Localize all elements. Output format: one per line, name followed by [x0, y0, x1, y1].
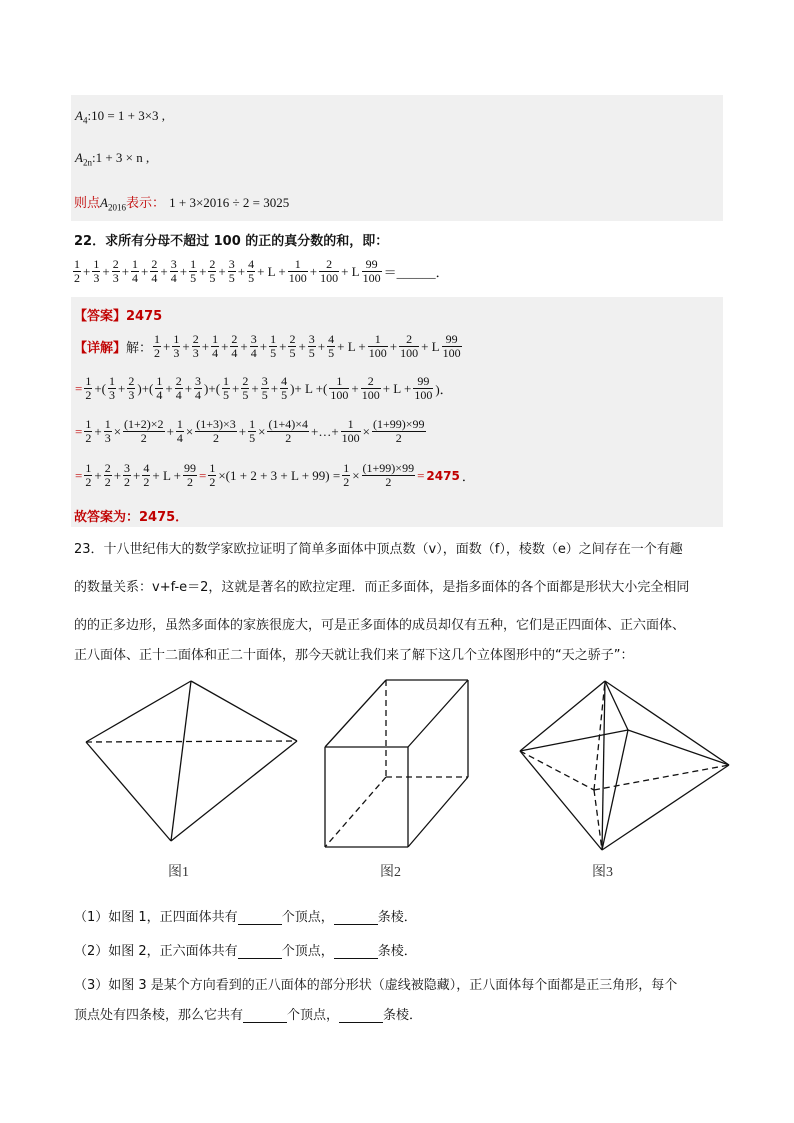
q22-detail-row3: = $\frac{1}{2}$ + $\frac{1}{3}$ × $\frac{(1+2)\times 2}{2}$ + $\frac{1}{4}$ × $\frac{(1+3)\times 3}{2}$ + $\frac{1}{5}$ × $\frac{(1+4)\times 4}{2}$ +…+ $\frac{1}{100}$ × $\frac{(1+99)\times 99}{2}$	[75, 417, 425, 445]
q22-detail-row2: = $\frac{1}{2}$ +( $\frac{1}{3}$ + $\frac{2}{3}$ )+( $\frac{1}{4}$ + $\frac{2}{4}$ + $\frac{3}{4}$ )+( $\frac{1}{5}$ + $\frac{2}{5}$ + $\frac{3}{5}$ + $\frac{4}{5}$ )+ L +( $\frac{1}{100}$ + $\frac{2}{100}$ + L + $\frac{99}{100}$ )．	[75, 374, 453, 402]
answer-blank[interactable]	[238, 912, 282, 925]
q22-detail-row4: = $\frac{1}{2}$ + $\frac{2}{2}$ + $\frac{3}{2}$ + $\frac{4}{2}$ + L + $\frac{99}{2}$ = $\frac{1}{2}$ ×(1 + 2 + 3 + L + 99) = $\frac{1}{2}$ × $\frac{(1+99)\times 99}{2}$ = 2475 ．	[75, 461, 475, 489]
q23-line2: 的数量关系：v+f-e＝2，这就是著名的欧拉定理．而正多面体，是指多面体的各个面都是形状大小完全相同	[74, 580, 690, 595]
answer-blank[interactable]	[334, 946, 378, 959]
q22-stem: 22．求所有分母不超过 100 的正的真分数的和，即：	[74, 234, 389, 249]
q23-line3: 的的正多边形，虽然多面体的家族很庞大，可是正多面体的成员却仅有五种，它们是正四面体、正六面体、	[74, 618, 686, 633]
figure-1-caption: 图1	[168, 865, 189, 880]
q22-answer: 【答案】2475	[74, 309, 163, 324]
line-a2n: $A_{2n}:1 + 3 \times n$ ,	[75, 150, 150, 168]
q22-series: $\frac{1}{2}$ + $\frac{1}{3}$ + $\frac{2}{3}$ + $\frac{1}{4}$ + $\frac{2}{4}$ + $\frac{3}{4}$ + $\frac{1}{5}$ + $\frac{2}{5}$ + $\frac{3}{5}$ + $\frac{4}{5}$ + L + $\frac{1}{100}$ + $\frac{2}{100}$ + L $\frac{99}{100}$ ＝______．	[74, 257, 449, 285]
q23-line4: 正八面体、正十二面体和正二十面体，那今天就让我们来了解下这几个立体图形中的“天之骄子”：	[74, 648, 634, 663]
q22-final: 故答案为：2475．	[74, 510, 189, 525]
q23-sub2: （2）如图 2，正六面体共有 个顶点， 条棱．	[74, 944, 417, 959]
q23-sub3-line1: （3）如图 3 是某个方向看到的正八面体的部分形状（虚线被隐藏），正八面体每个面都是正三角形，每个	[74, 978, 678, 993]
answer-blank[interactable]	[334, 912, 378, 925]
figure-3-caption: 图3	[592, 865, 613, 880]
answer-blank[interactable]	[339, 1010, 383, 1023]
answer-blank[interactable]	[238, 946, 282, 959]
q23-sub3-line2: 顶点处有四条棱，那么它共有 个顶点， 条棱．	[74, 1008, 423, 1023]
answer-blank[interactable]	[243, 1010, 287, 1023]
line-a4: $A_4:10 = 1 + 3\times 3$ ,	[75, 108, 166, 126]
line-conclusion: 则点$A_{2016}$表示： 1 + 3×2016 ÷ 2 = 3025	[74, 195, 290, 213]
q22-detail-row1: 【详解】 解： $\frac{1}{2}$ + $\frac{1}{3}$ + $\frac{2}{3}$ + $\frac{1}{4}$ + $\frac{2}{4}$ + $\frac{3}{4}$ + $\frac{1}{5}$ + $\frac{2}{5}$ + $\frac{3}{5}$ + $\frac{4}{5}$ + L + $\frac{1}{100}$ + $\frac{2}{100}$ + L $\frac{99}{100}$	[74, 332, 461, 360]
q23-sub1: （1）如图 1，正四面体共有 个顶点， 条棱．	[74, 910, 417, 925]
figure-2-caption: 图2	[380, 865, 401, 880]
q23-line1: 23．十八世纪伟大的数学家欧拉证明了简单多面体中顶点数（v），面数（f），棱数（e）之间存在一个有趣	[74, 542, 683, 557]
